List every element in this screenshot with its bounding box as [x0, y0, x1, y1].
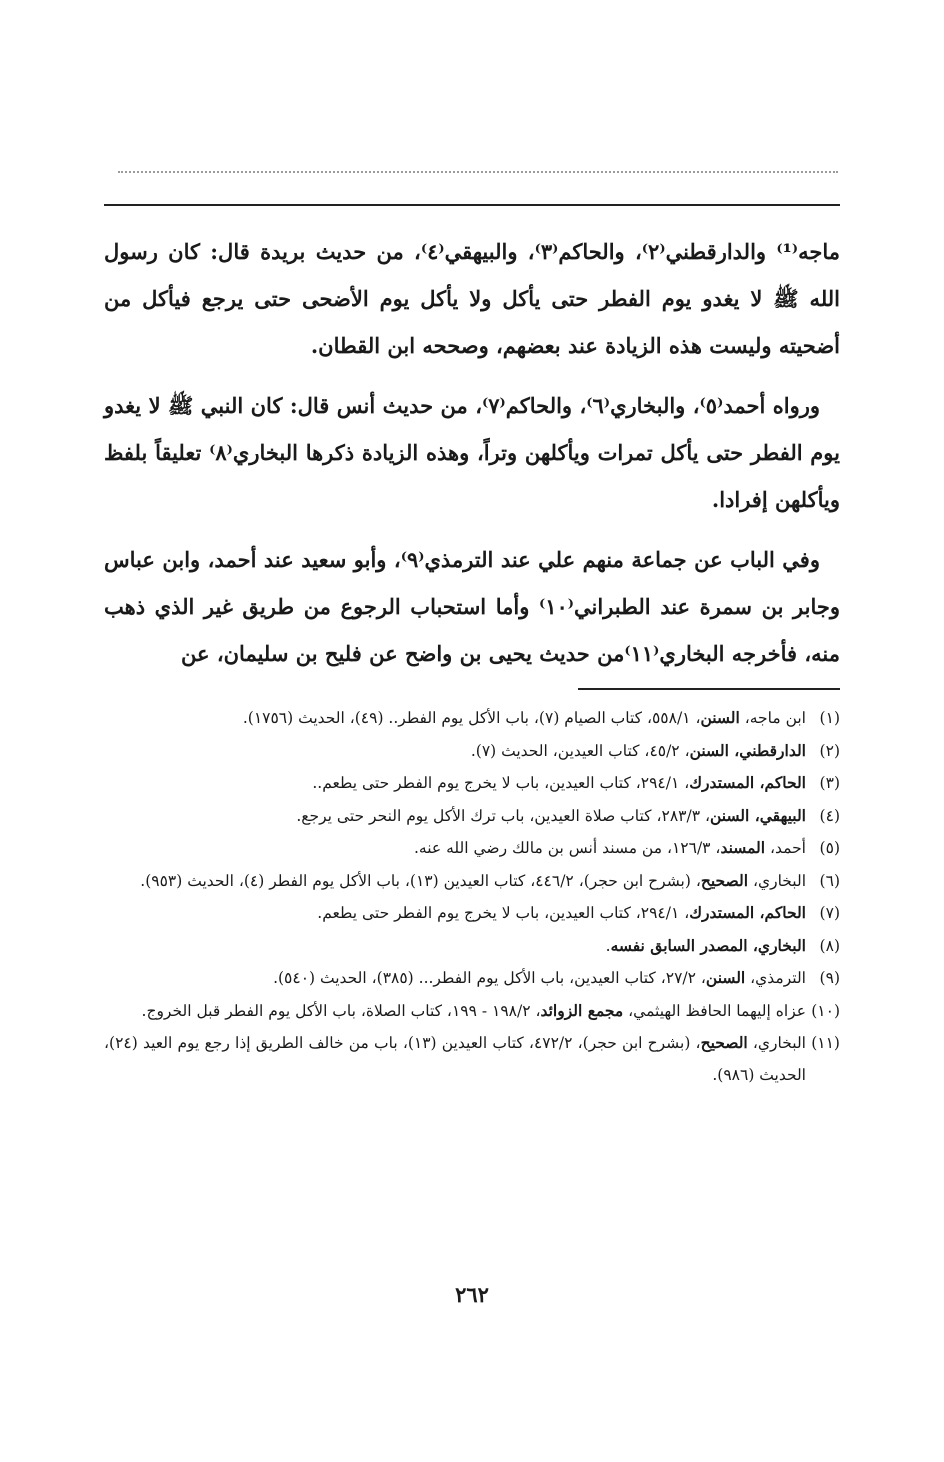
footnote-text: الترمذي، [745, 969, 806, 987]
footnote-text: ، ٢٨٣/٣، كتاب صلاة العيدين، باب ترك الأكل يوم النحر حتى يرجع. [296, 806, 710, 825]
footnote-text: . [605, 936, 611, 955]
page-number: ٢٦٢ [455, 1282, 489, 1307]
footnote [104, 995, 840, 1028]
footnote [104, 897, 840, 930]
footnote-number: (٩) [819, 969, 840, 987]
footnote-text: ، ٢٩٤/١، كتاب العيدين، باب لا يخرج يوم الفطر حتى يطعم.. [312, 774, 690, 792]
footnote-source: الصحيح [700, 1033, 748, 1052]
footnotes [104, 702, 840, 1091]
footnote-source: الدارقطني، السنن [689, 740, 806, 760]
footnote-source: البيهقي، السنن [709, 805, 806, 825]
paragraph: وفي الباب عن جماعة منهم علي عند الترمذي⁽٩⁾، وأبو سعيد عند أحمد، وابن عباس وجابر بن سمرة عند الطبراني⁽١٠⁾ وأما استحباب الرجوع من طريق غير الذي ذهب منه، فأخرجه البخاري⁽١١⁾من حديث يحيى بن واضح عن فليح بن سليمان، عن [104, 547, 840, 666]
footnote-text: ، ٥٥٨/١، كتاب الصيام (٧)، باب الأكل يوم الفطر.. (٤٩)، الحديث (١٧٥٦). [242, 709, 701, 727]
footnote-source: الحاكم، المستدرك [689, 773, 806, 792]
footnote [104, 832, 840, 865]
paragraph: ورواه أحمد⁽٥⁾، والبخاري⁽٦⁾، والحاكم⁽٧⁾، من حديث أنس قال: كان النبي ﷺ لا يغدو يوم الفطر حتى يأكل تمرات ويأكلهن وتراً، وهذه الزيادة ذكرها البخاري⁽٨⁾ تعليقاً بلفظ ويأكلهن إفرادا. [104, 393, 840, 512]
header-dotted-rule [118, 171, 838, 173]
footnote [104, 962, 840, 995]
footnote-number: (١) [819, 709, 840, 727]
footnote-text: ، ٢٩٤/١، كتاب العيدين، باب لا يخرج يوم الفطر حتى يطعم. [317, 904, 690, 922]
footnote-source: البخاري، المصدر السابق نفسه [610, 935, 806, 955]
footnote-text: البخاري، [747, 1034, 806, 1052]
footnote-source: المسند [720, 838, 766, 857]
footnote [104, 767, 840, 800]
footnote [104, 1027, 840, 1091]
footnote-text: عزاه إليهما الحافظ الهيثمي، [623, 1001, 806, 1020]
footnote-text: أحمد، [765, 839, 806, 857]
footnote-number: (٣) [819, 774, 840, 792]
footnote-text: ، ١٩٨/٢ - ١٩٩، كتاب الصلاة، باب الأكل يوم الفطر قبل الخروج. [141, 1001, 541, 1020]
footnote-number: (١١) [811, 1034, 840, 1052]
footnote-number: (٤) [819, 806, 840, 825]
footnote-text: ، (بشرح ابن حجر)، ٤٤٦/٢، كتاب العيدين (١٣)، باب الأكل يوم الفطر (٤)، الحديث (٩٥٣). [140, 871, 701, 890]
footnote [104, 865, 840, 898]
footnote-text: ، ٤٥/٢، كتاب العيدين، الحديث (٧). [470, 741, 690, 760]
footnote-text: البخاري، [748, 871, 806, 890]
footnote-source: الحاكم، المستدرك [689, 903, 806, 922]
main-text [104, 228, 840, 690]
footnote [104, 800, 840, 833]
footnote-source: الصحيح [700, 870, 749, 890]
footnote-text: ابن ماجه، [739, 709, 806, 727]
footnote [104, 735, 840, 768]
footnote-number: (٨) [819, 936, 840, 955]
footnote-text: ، ١٢٦/٣، من مسند أنس بن مالك رضي الله عنه. [414, 839, 721, 857]
footnote-number: (٢) [819, 741, 840, 760]
footnote [104, 702, 840, 735]
footnote-text: ، ٢٧/٢، كتاب العيدين، باب الأكل يوم الفطر... (٣٨٥)، الحديث (٥٤٠). [273, 969, 706, 987]
footnote-number: (١٠) [811, 1001, 840, 1020]
footnote-source: السنن [700, 708, 740, 727]
paragraph: ماجه⁽¹⁾ والدارقطني⁽٢⁾، والحاكم⁽٣⁾، والبيهقي⁽٤⁾، من حديث بريدة قال: كان رسول الله ﷺ لا يغدو يوم الفطر حتى يأكل ولا يأكل يوم الأضحى حتى يرجع فيأكل من أضحيته وليست هذه الزيادة عند بعضهم، وصححه ابن القطان. [104, 239, 840, 358]
footnote-number: (٧) [819, 904, 840, 922]
footnote-source: السنن [705, 968, 746, 987]
footnote [104, 930, 840, 963]
footnote-separator [578, 688, 840, 690]
footnote-text: ، (بشرح ابن حجر)، ٤٧٢/٢، كتاب العيدين (١٣)، باب من خالف الطريق إذا رجع يوم العيد (٢٤)، الحديث (٩٨٦). [104, 1034, 806, 1084]
footnote-number: (٥) [819, 839, 840, 857]
footnote-number: (٦) [819, 871, 840, 890]
header-rule [104, 204, 840, 206]
footnote-source: مجمع الزوائد [540, 1000, 624, 1020]
